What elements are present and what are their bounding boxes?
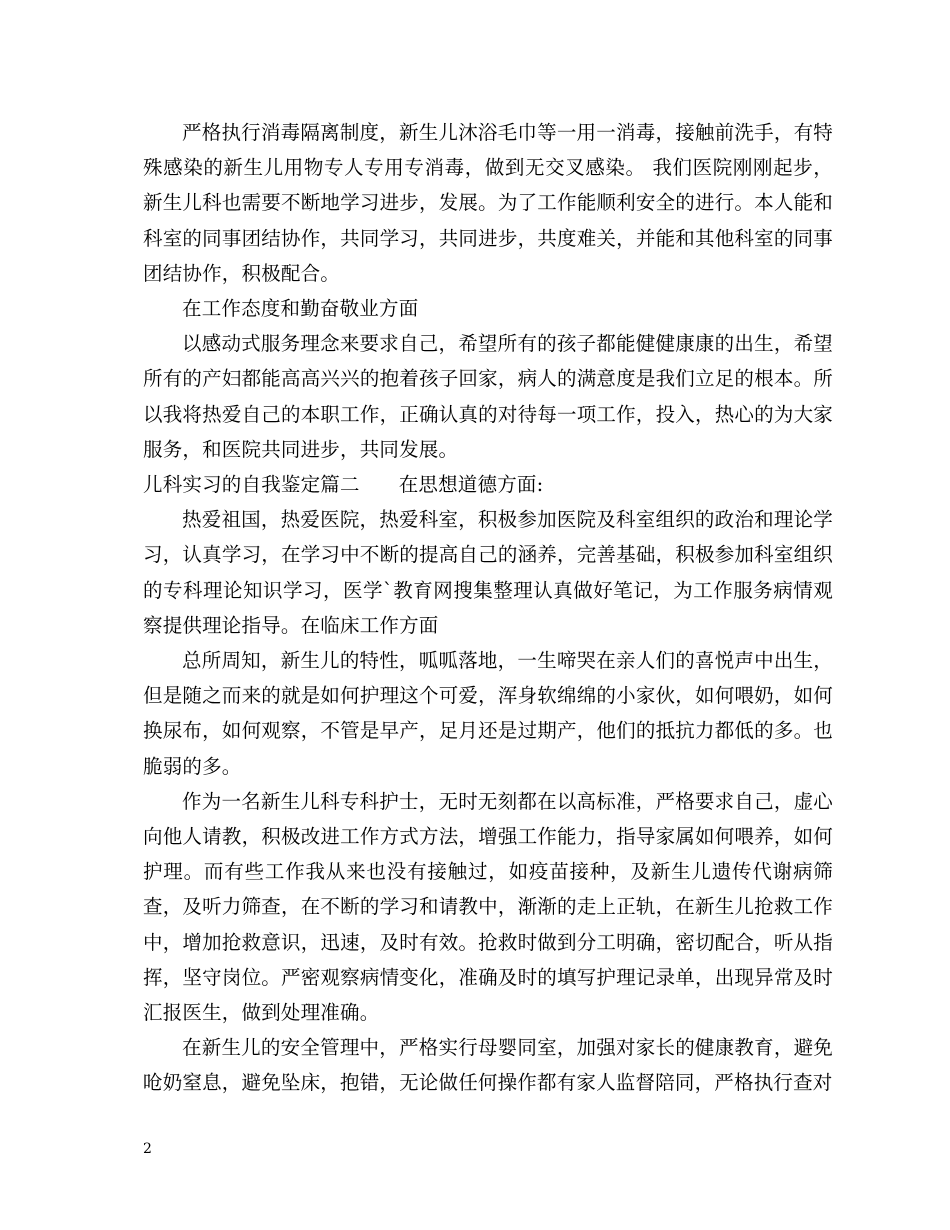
document-body — [143, 115, 833, 1101]
section-heading — [143, 467, 833, 502]
paragraph-patriotism: 热爱祖国，热爱医院，热爱科室，积极参加医院及科室组织的政治和理论学习，认真学习，在学习中不断的提高自己的涵养，完善基础，积极参加科室组织的专科理论知识学习，医学`教育网搜集整理认真做好笔记，为工作服务病情观察提供理论指导。在临床工作方面 — [143, 508, 833, 637]
section-subtitle: 在思想道德方面: — [398, 473, 544, 497]
paragraph-safety-management: 在新生儿的安全管理中，严格实行母婴同室，加强对家长的健康教育，避免呛奶窒息，避免坠床，抱错，无论做任何操作都有家人监督陪同，严格执行查对 — [143, 1036, 833, 1095]
paragraph-service-concept: 以感动式服务理念来要求自己，希望所有的孩子都能健健康康的出生，希望所有的产妇都能高高兴兴的抱着孩子回家，病人的满意度是我们立足的根本。所以我将热爱自己的本职工作，正确认真的对待每一项工作，投入，热心的为大家服务，和医院共同进步，共同发展。 — [143, 332, 833, 461]
section-title: 儿科实习的自我鉴定篇二 — [143, 473, 360, 497]
page-number: 2 — [143, 1141, 152, 1157]
paragraph-specialist-nurse: 作为一名新生儿科专科护士，无时无刻都在以高标准，严格要求自己，虚心向他人请教，积极改进工作方式方法，增强工作能力，指导家属如何喂养，如何护理。而有些工作我从来也没有接触过，如疫苗接种，及新生儿遗传代谢病筛查，及听力筛查，在不断的学习和请教中，渐渐的走上正轨，在新生儿抢救工作中，增加抢救意识，迅速，及时有效。抢救时做到分工明确，密切配合，听从指挥，坚守岗位。严密观察病情变化，准确及时的填写护理记录单，出现异常及时汇报医生，做到处理准确。 — [143, 789, 833, 1025]
paragraph-disinfection: 严格执行消毒隔离制度，新生儿沐浴毛巾等一用一消毒，接触前洗手，有特殊感染的新生儿用物专人专用专消毒，做到无交叉感染。 我们医院刚刚起步，新生儿科也需要不断地学习进步，发展。为了工作能顺利安全的进行。本人能和科室的同事团结协作，共同学习，共同进步，共度难关，并能和其他科室的同事团结协作，积极配合。 — [143, 121, 833, 285]
paragraph-work-attitude-heading: 在工作态度和勤奋敬业方面 — [182, 297, 419, 321]
paragraph-newborn-traits: 总所周知，新生儿的特性，呱呱落地，一生啼哭在亲人们的喜悦声中出生，但是随之而来的就是如何护理这个可爱，浑身软绵绵的小家伙，如何喂奶，如何换尿布，如何观察，不管是早产，足月还是过期产，他们的抵抗力都低的多。也脆弱的多。 — [143, 649, 833, 778]
